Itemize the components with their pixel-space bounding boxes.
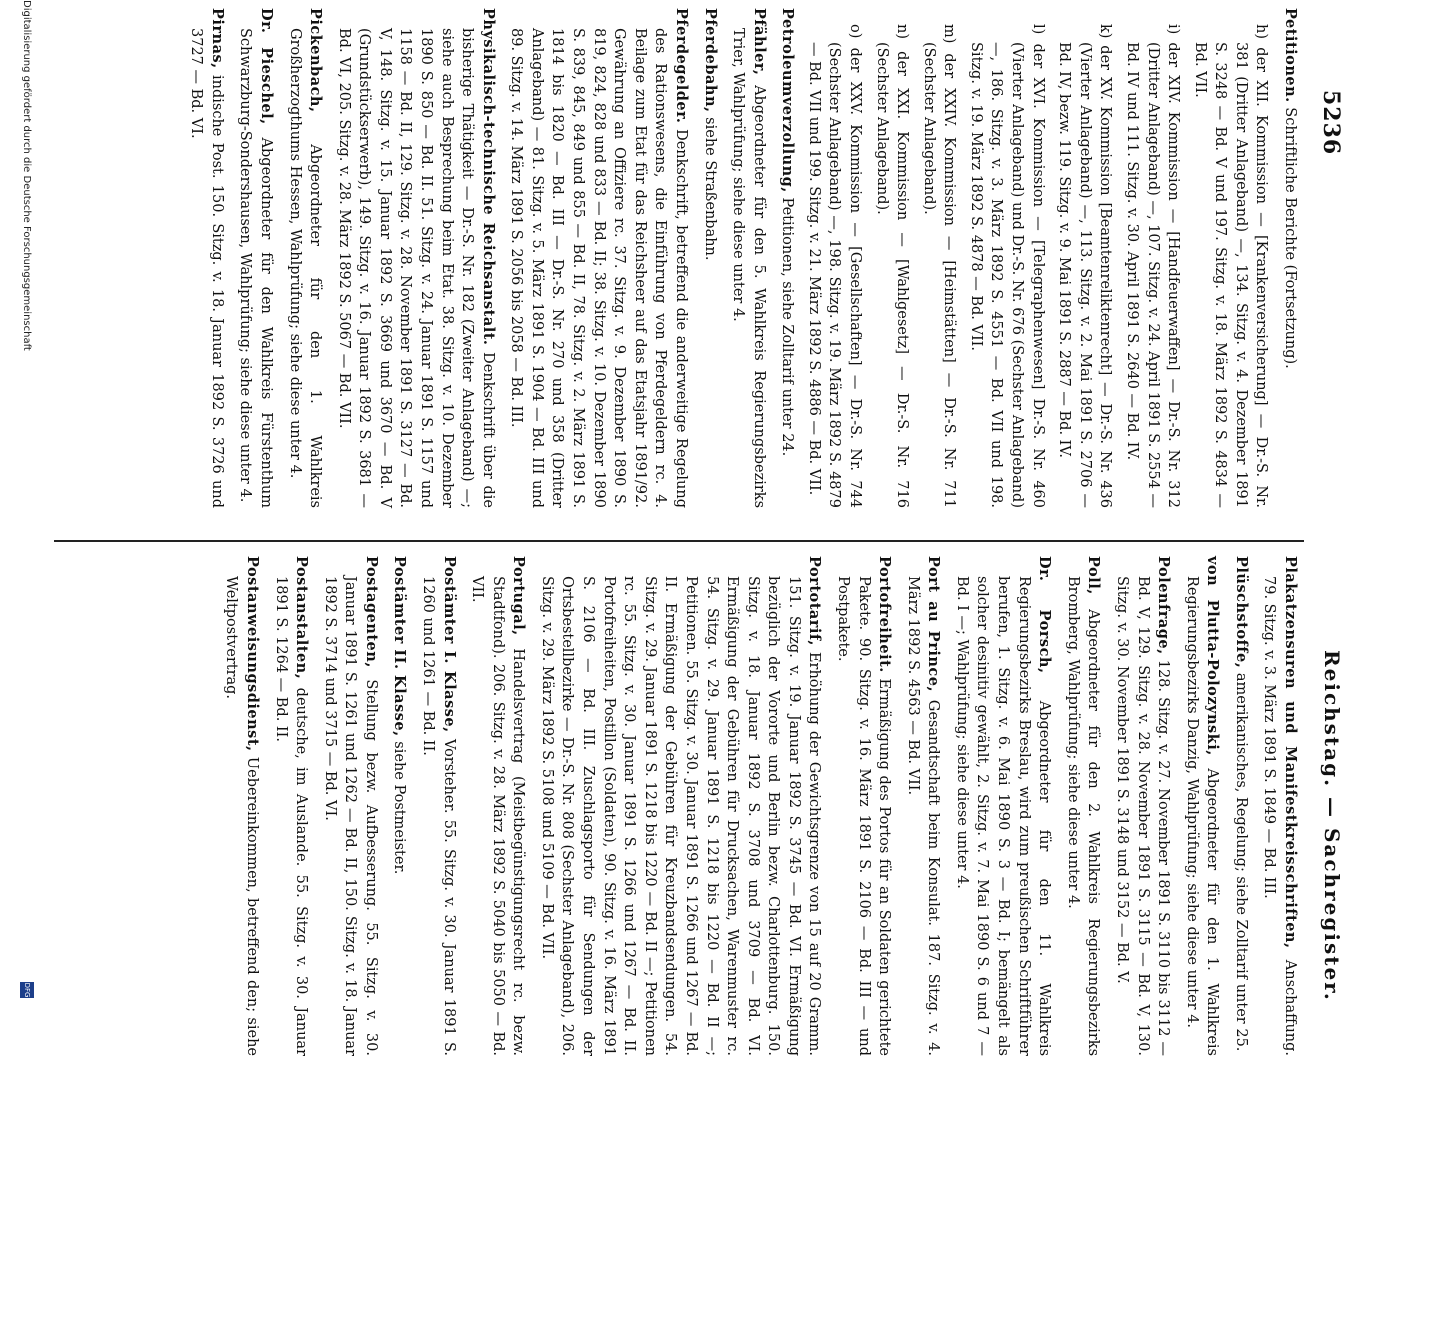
index-entry [728, 8, 769, 508]
left-column [178, 8, 1300, 508]
entry-text: Abgeordneter für den 1. Wahlkreis Regierungsbezirks Danzig, Wahlprüfung; siehe diese unter 4. [1183, 576, 1221, 1057]
entry-headword: Postagenten, [362, 556, 380, 668]
entry-text: Erhöhung der Gewichtsgrenze von 15 auf 20 Gramm. 151. Sitzg. v. 19. Januar 1892 S. 3745 — Bd. VI. Ermäßigung bezüglich der Vororte und Berlin bezw. Charlottenburg. 150. Sitzg. v. 18. Januar 1892 S. 3708 und 3709 — Bd. VI. Ermäßigung der Gebühren für Drucksachen, Warenmuster rc. 54. Sitzg. v. 29. Januar 1891 S. 1218 bis 1220 — Bd. II —; Petitionen. 55. Sitzg. v. 30. Januar 1891 S. 1266 und 1267 — Bd. II. Ermäßigung der Gebühren für Kreuzbandsendungen. 54. Sitzg. v. 29. Januar 1891 S. 1218 bis 1220 — Bd. II —; Petitionen rc. 55. Sitzg. v. 30. Januar 1891 S. 1266 und 1267 — Bd. II. Portofreiheiten, Postillon (Soldaten), 90. Sitzg. v. 16. März 1891 S. 2106 — Bd. III. Zuschlagsporto für Sendungen der Ortsbestellbezirke — Dr.-S. Nr. 808 (Sechster Anlageband), 206. Sitzg. v. 29. März 1892 S. 5108 und 5109 — Bd. VII. [538, 576, 823, 1057]
index-entry [186, 8, 227, 508]
entry-headword: Pferdebahn, [701, 8, 719, 113]
index-entry [467, 556, 529, 1056]
entry-text: Denkschrift über die bisherige Thätigkeit — Dr.-S. Nr. 182 (Zweiter Anlageband) —; siehe auch Besprechung beim Etat. 38. Sitzg. v. 10. Dezember 1890 S. 850 — Bd. II. 51. Sitzg. v. 24. Januar 1891 S. 1157 und 1158 — Bd. II, 129. Sitzg. v. 28. November 1891 S. 3127 — Bd. V, 148. Sitzg. v. 15. Januar 1892 S. 3669 und 3670 — Bd. V (Grundstückserwerb), 149. Sitzg. v. 16. Januar 1892 S. 3681 — Bd. VI, 205. Sitzg. v. 28. März 1892 S. 5067 — Bd. VII. [335, 28, 496, 508]
sub-entry: n) der XXI. Kommission — [Wahlgesetz] — Dr.-S. Nr. 716 (Sechster Anlageband). [873, 24, 911, 508]
sub-entry: i) der XIV. Kommission — [Handfeuerwaffen] — Dr.-S. Nr. 312 (Dritter Anlageband) —, 107. Sitzg. v. 24. April 1891 S. 2554 — Bd. IV und 111. Sitzg. v. 30. April 1891 S. 2640 — Bd. IV. [1123, 24, 1182, 508]
right-column [213, 556, 1300, 1056]
index-entry-petitionen [1279, 8, 1300, 508]
entry-text: Anschaffung. 79. Sitzg. v. 3. März 1891 S. 1849 — Bd. III. [1261, 576, 1298, 1057]
index-entry [902, 556, 943, 1056]
index-entry [506, 8, 691, 508]
page-header [1310, 90, 1350, 1330]
entry-headword: Postämter I. Klasse, [440, 556, 458, 733]
entry-text: Abgeordneter für den 1. Wahlkreis Großherzogthums Hessen, Wahlprüfung; siehe diese unter 4. [286, 28, 324, 508]
entry-headword: Pfähler, [750, 8, 768, 76]
column-divider [54, 540, 1304, 542]
index-entry [221, 556, 262, 1056]
entry-headword: Postämter II. Klasse, [391, 556, 409, 737]
entry-headword: Dr. Pieschel, [257, 8, 275, 125]
index-entry [777, 8, 798, 508]
index-entry [284, 8, 325, 508]
entry-text: siehe Straßenbahn. [701, 117, 718, 261]
entry-text: Abgeordneter für den 5. Wahlkreis Regierungsbezirks Trier, Wahlprüfung; siehe diese unter 4. [730, 28, 767, 509]
entry-headword: Pickenbach, [307, 8, 325, 113]
index-entry [333, 8, 498, 508]
entry-headword: Petitionen. [1282, 8, 1299, 103]
entry-text: Vorsteher. 55. Sitzg. v. 30. Januar 1891 S. 1260 und 1261 — Bd. II. [420, 576, 457, 1056]
index-entry [1111, 556, 1173, 1056]
entry-text: siehe Postmeister. [391, 741, 408, 875]
sub-entry: m) der XXIV. Kommission — [Heimstätten] — Dr.-S. Nr. 711 (Sechster Anlageband). [920, 24, 958, 508]
entry-headword: Postanweisungsdienst, [243, 556, 261, 752]
index-entry [1062, 556, 1103, 1056]
entry-headword: Plüschstoffe, [1232, 556, 1250, 669]
entry-text: Schriftliche Berichte (Fortsetzung). [1282, 107, 1298, 369]
entry-headword: Physikalisch-technische Reichsanstalt. [479, 8, 497, 346]
index-entry [417, 556, 458, 1056]
entry-headword: Plakatzensuren und Manifestkreisschriften, [1282, 556, 1299, 949]
entry-text: Abgeordneter für den 2. Wahlkreis Regierungsbezirks Bromberg, Wahlprüfung; siehe diese unter 4. [1064, 576, 1102, 1057]
entry-headword: Portotarif, [806, 556, 824, 646]
entry-headword: Postanstalten, [293, 556, 311, 680]
index-entry [536, 556, 824, 1056]
index-entry [235, 8, 276, 508]
index-entry [1259, 556, 1300, 1056]
index-entry [1181, 556, 1222, 1056]
entry-text: Stellung bezw. Aufbesserung. 55. Sitzg. v. 30. Januar 1891 S. 1261 und 1262 — Bd. II, 150. Sitzg. v. 18. Januar 1892 S. 3714 und 3715 — Bd. VI. [321, 576, 379, 1056]
entry-headword: Portofreiheit. [876, 556, 894, 673]
digitization-credit: Digitalisierung gefördert durch die Deutsche Forschungsgemeinschaft [21, 0, 32, 351]
entry-text: Denkschrift, betreffend die anderweitige Regelung des Rationswesens, die Einführung von Pferdegeldern rc. 4. Beilage zum Etat für das Reichsheer auf das Etatsjahr 1891/92. Gewährung an Offiziere rc. 37. Sitzg. v. 9. Dezember 1890 S. 819, 824, 828 und 833 — Bd. II; 38. Sitzg. v. 10. Dezember 1890 S. 839, 845, 849 und 855 — Bd. II, 78. Sitzg. v. 2. März 1891 S. 1814 bis 1820 — Bd. III — Dr.-S. Nr. 270 und 358 (Dritter Anlageband) — 81. Sitzg. v. 5. März 1891 S. 1904 — Bd. III und 89. Sitzg. v. 14. März 1891 S. 2056 bis 2058 — Bd. III. [508, 28, 689, 508]
entry-text: amerikanisches, Regelung; siehe Zolltarif unter 25. [1232, 672, 1249, 1052]
entry-text: Gesandtschaft beim Konsulat. 187. Sitzg. v. 4. März 1892 S. 4563 — Bd. VII. [904, 576, 942, 1057]
index-entry [832, 556, 894, 1056]
entry-headword: Polenfrage, [1155, 556, 1173, 655]
dfg-logo: DFG [20, 982, 34, 998]
entry-headword: Pirnas, [208, 8, 226, 69]
entry-text: Abgeordneter für den Wahlkreis Fürstenthum Schwarzburg-Sondershausen, Wahlprüfung; siehe diese unter 4. [237, 28, 274, 508]
entry-text: Abgeordneter für den 11. Wahlkreis Regierungsbezirks Breslau, wird zum preußischen Schriftführer berufen, 1. Sitzg. v. 6. Mai 1890 S. 3 — Bd. I; bemängelt als solcher desinitiv gewählt, 2. Sitzg. v. 7. Mai 1890 S. 6 und 7 — Bd. I —; Wahlprüfung; siehe diese unter 4. [953, 576, 1053, 1057]
running-head: Reichstag. — Sachregister. [1320, 650, 1344, 1002]
entry-headword: Poll, [1085, 556, 1103, 595]
entry-headword: Pferdegelder. [672, 8, 690, 124]
sub-entry: l) der XVI. Kommission — [Telegraphenwesen] Dr.-S. Nr. 460 (Vierter Anlageband) und Dr.-S. Nr. 676 (Sechster Anlageband) —, 186. Sitzg. v. 3. März 1892 S. 4551 — Bd. VII und 198. Sitzg. v. 19. März 1892 S. 4878 — Bd. VII. [967, 24, 1046, 508]
entry-headword: Dr. Porsch, [1036, 556, 1054, 674]
index-entry [270, 556, 311, 1056]
sub-entry: k) der XV. Kommission [Beamtenreliktenrecht] — Dr.-S. Nr. 436 (Vierter Anlageband) —, 113. Sitzg. v. 2. Mai 1891 S. 2706 — Bd. IV, bezw. 119. Sitzg. v. 9. Mai 1891 S. 2887 — Bd. IV. [1056, 24, 1114, 508]
page-number: 5236 [1318, 90, 1344, 156]
entry-headword: Portugal, [510, 556, 528, 636]
entry-text: Petitionen, siehe Zolltarif unter 24. [779, 197, 796, 457]
index-entry [1230, 556, 1251, 1056]
entry-headword: Port au Prince, [925, 556, 943, 693]
entry-text: 128. Sitzg. v. 27. November 1891 S. 3110 bis 3112 — Bd. V, 129. Sitzg. v. 28. November 1891 S. 3115 — Bd. V, 130. Sitzg. v. 30. November 1891 S. 3148 und 3152 — Bd. V. [1113, 576, 1172, 1056]
entry-text: Ermäßigung des Portos für an Soldaten gerichtete Pakete. 90. Sitzg. v. 16. März 1891 S. 2106 — Bd. III — und Postpakete. [835, 576, 893, 1056]
entry-text: Uebereinkommen, betreffend den; siehe Weltpostvertrag. [223, 576, 260, 1056]
entry-headword: Petroleumverzollung, [779, 8, 797, 193]
entry-text: Handelsvertrag (Meistbegünstigungsrecht rc. bezw. Stadtfond). 206. Sitzg. v. 28. März 1892 S. 5040 bis 5050 — Bd. VII. [469, 576, 527, 1057]
index-entry [951, 556, 1054, 1056]
entry-headword: von Plutta-Polozynski, [1204, 556, 1222, 756]
index-entry [319, 556, 381, 1056]
entry-text: deutsche, im Auslande. 55. Sitzg. v. 30. Januar 1891 S. 1264 — Bd. II. [272, 576, 310, 1056]
sub-entry: h) der XII. Kommission — [Krankenversicherung] — Dr.-S. Nr. 381 (Dritter Anlageband) —, 134. Sitzg. v. 4. Dezember 1891 S. 3248 — Bd. V und 197. Sitzg. v. 18. März 1892 S. 4834 — Bd. VII. [1191, 24, 1270, 508]
entry-text: indische Post. 150. Sitzg. v. 18. Januar 1892 S. 3726 und 3727 — Bd. VI. [188, 28, 225, 509]
index-entry [699, 8, 720, 508]
index-entry [389, 556, 410, 1056]
sub-entry: o) der XXV. Kommission — [Gesellschaften] — Dr.-S. Nr. 744 (Sechster Anlageband) —, 198. Sitzg. v. 19. März 1892 S. 4879 — Bd. VII und 199. Sitzg. v. 21. März 1892 S. 4886 — Bd. VII. [805, 24, 864, 508]
